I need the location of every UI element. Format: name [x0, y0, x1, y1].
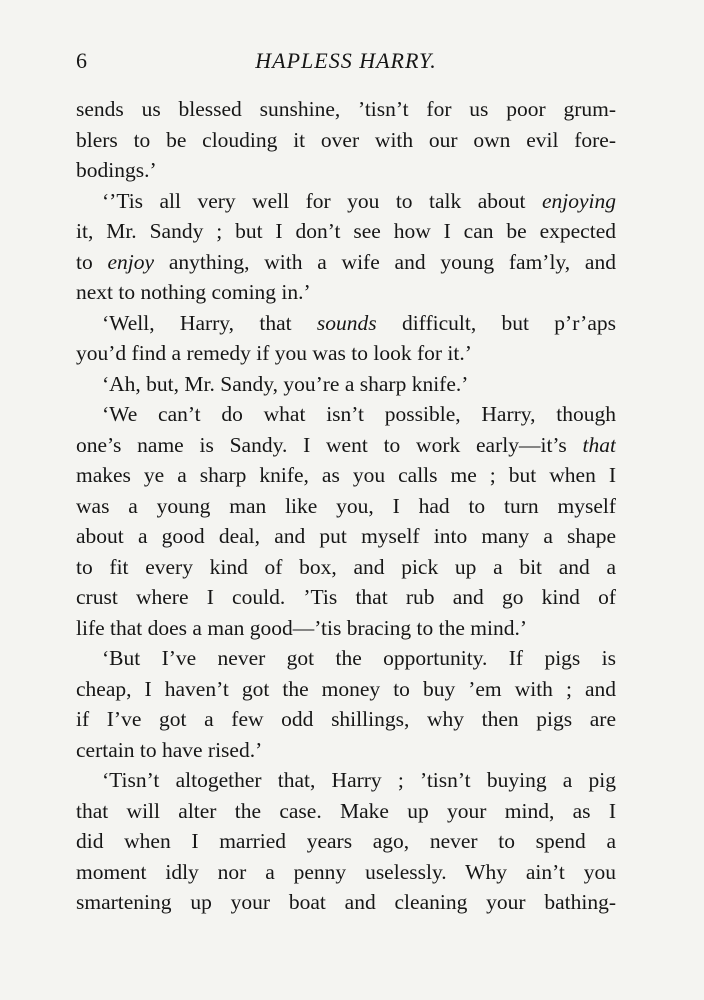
text-line: makes ye a sharp knife, as you calls me ; but when I [76, 463, 616, 487]
text-line: you’d find a remedy if you was to look for it.’ [76, 341, 472, 365]
text-line: to fit every kind of box, and pick up a bit and a [76, 554, 616, 579]
text-line: moment idly nor a penny uselessly. Why ain’t you [76, 859, 616, 884]
text-line: ‘But I’ve never got the opportunity. If pigs is [102, 646, 616, 670]
text-line: cheap, I haven’t got the money to buy ’em with ; and [76, 676, 616, 701]
text-line: ‘Ah, but, Mr. Sandy, you’re a sharp knife.’ [102, 371, 469, 396]
text-line: ‘We can’t do what isn’t possible, Harry, though [102, 402, 616, 426]
text-line: did when I married years ago, never to spend a [76, 829, 616, 853]
text-line: if I’ve got a few odd shillings, why then pigs are [76, 707, 616, 731]
text-segment: difficult, but p’r’aps [376, 310, 616, 335]
text-segment: to [76, 249, 108, 274]
text-line: smartening up your boat and cleaning your bathing- [76, 890, 616, 914]
text-line: blers to be clouding it over with our own evil fore- [76, 127, 616, 152]
text-line: about a good deal, and put myself into many a shape [76, 524, 616, 548]
italic-text: enjoying [541, 188, 616, 213]
text-segment: ‘Well, Harry, that [102, 310, 317, 335]
page-header [76, 46, 616, 76]
italic-text: sounds [316, 310, 377, 335]
text-segment: one’s name is Sandy. I went to work early—it’s [76, 432, 583, 457]
text-line: that will alter the case. Make up your mind, as I [76, 798, 616, 823]
text-line: it, Mr. Sandy ; but I don’t see how I can be expected [76, 219, 616, 243]
italic-text: that [582, 432, 616, 457]
text-line: crust where I could. ’Tis that rub and go kind of [76, 585, 616, 609]
text-line: was a young man like you, I had to turn myself [76, 493, 616, 518]
text-line [76, 430, 616, 461]
text-line [76, 308, 616, 339]
text-segment: anything, with a wife and young fam’ly, and [154, 249, 616, 274]
text-line: ‘Tisn’t altogether that, Harry ; ’tisn’t buying a pig [102, 768, 616, 792]
text-line [76, 247, 616, 278]
italic-text: enjoy [107, 249, 155, 274]
body-text [76, 94, 616, 918]
text-line: certain to have rised.’ [76, 737, 263, 762]
text-line: next to nothing coming in.’ [76, 280, 311, 304]
text-line: life that does a man good—’tis bracing to the mind.’ [76, 615, 528, 640]
page-number: 6 [76, 48, 87, 73]
text-line [76, 186, 616, 217]
text-segment: ‘’Tis all very well for you to talk about [102, 188, 542, 213]
running-title: HAPLESS HARRY. [255, 48, 437, 73]
text-line: bodings.’ [76, 158, 157, 182]
text-line: sends us blessed sunshine, ’tisn’t for us poor grum- [76, 97, 616, 121]
